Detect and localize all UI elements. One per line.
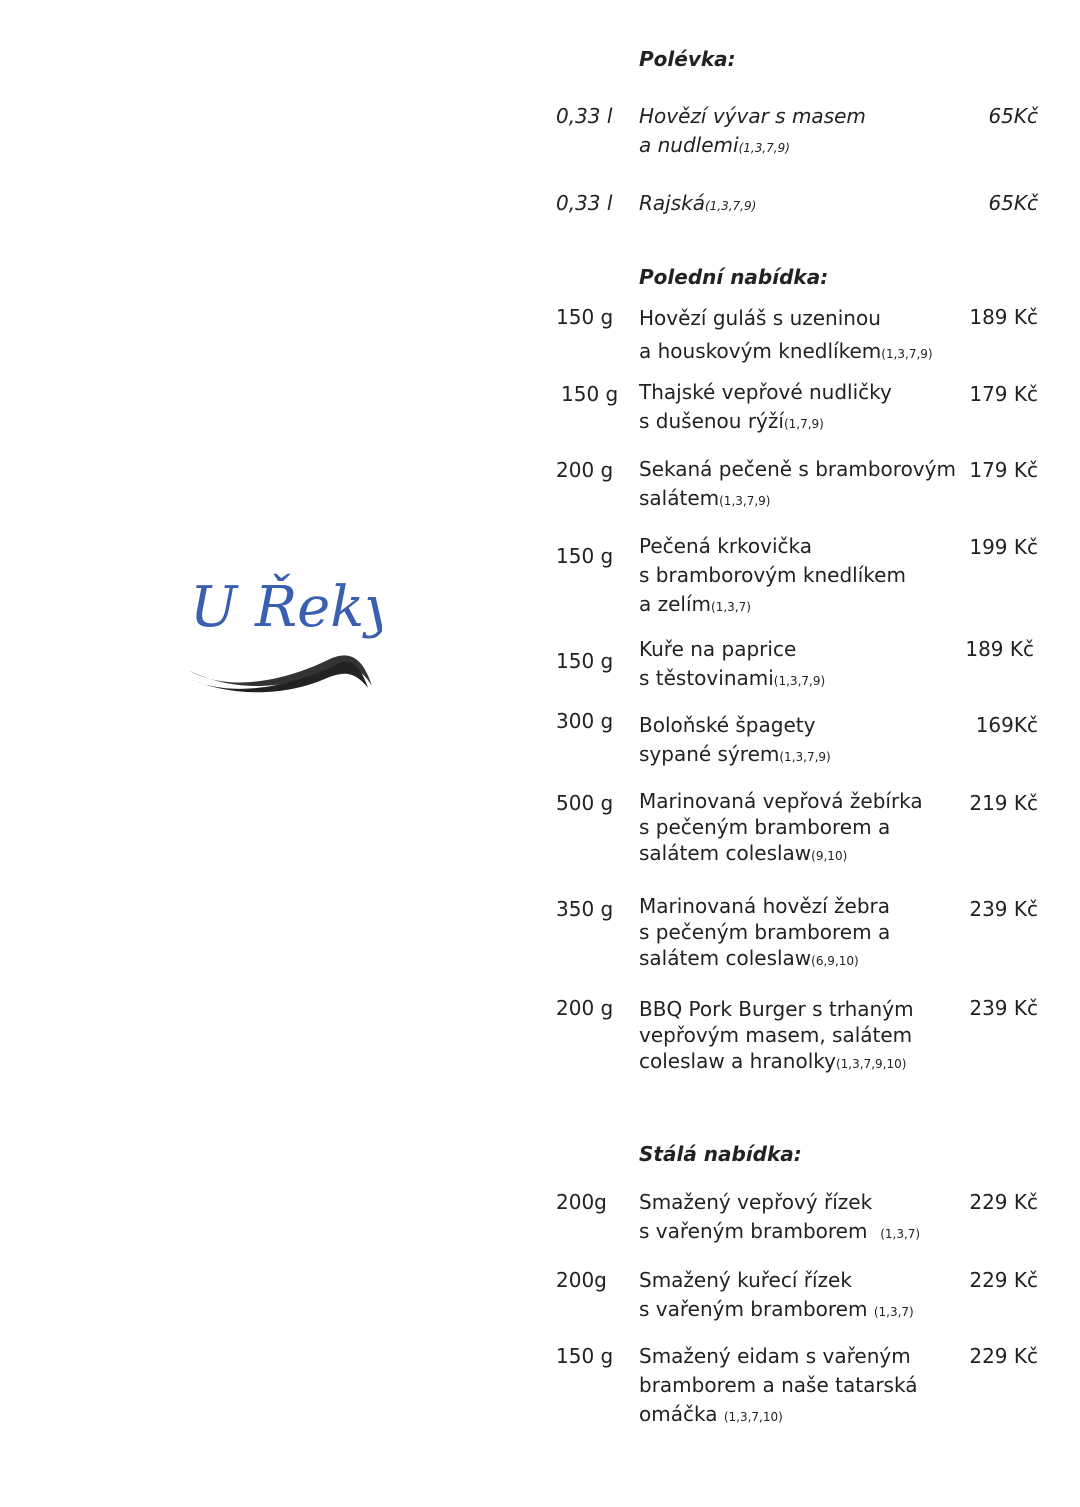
item-price: 169Kč xyxy=(975,713,1038,737)
item-allergens: (1,3,7) xyxy=(873,1305,914,1319)
item-price: 179 Kč xyxy=(969,458,1038,482)
item-allergens: (1,3,7,10) xyxy=(723,1410,783,1424)
item-name: BBQ Pork Burger s trhaným vepřovým masem, salátem coleslaw a hranolky(1,3,7,9,10) xyxy=(639,997,914,1073)
item-name: Sekaná pečeně s bramborovým salátem(1,3,7,9) xyxy=(639,457,956,510)
item-allergens: (1,3,7,9) xyxy=(704,199,757,213)
item-name xyxy=(639,189,756,221)
item-name-line: a nudlemi xyxy=(639,133,739,157)
item-price: 179 Kč xyxy=(969,382,1038,406)
item-quantity: 150 g xyxy=(556,649,614,673)
item-name: Thajské vepřové nudličky s dušenou rýží(1,7,9) xyxy=(639,380,892,433)
item-name-line: Hovězí vývar s masem xyxy=(639,104,866,128)
item-allergens: (1,7,9) xyxy=(783,417,824,431)
item-quantity: 0,33 l xyxy=(556,191,613,215)
item-name: Kuře na paprice s těstovinami(1,3,7,9) xyxy=(639,637,826,690)
section-heading-soup: Polévka: xyxy=(639,47,736,71)
item-allergens: (1,3,7) xyxy=(880,1227,921,1241)
item-quantity: 150 g xyxy=(556,1344,614,1368)
item-quantity: 200g xyxy=(556,1190,607,1214)
item-price: 229 Kč xyxy=(969,1190,1038,1214)
item-quantity: 150 g xyxy=(556,544,614,568)
item-price: 189 Kč xyxy=(969,305,1038,329)
item-quantity: 150 g xyxy=(561,382,619,406)
item-price: 189 Kč xyxy=(965,637,1034,661)
item-allergens: (9,10) xyxy=(811,849,848,863)
item-price: 65Kč xyxy=(988,191,1038,215)
item-name: Smažený eidam s vařeným bramborem a naše tatarská omáčka (1,3,7,10) xyxy=(639,1344,918,1426)
item-price: 239 Kč xyxy=(969,897,1038,921)
item-name: Smažený kuřecí řízek s vařeným bramborem (1,3,7) xyxy=(639,1268,914,1321)
item-allergens: (1,3,7,9,10) xyxy=(835,1057,907,1071)
item-quantity: 0,33 l xyxy=(556,104,613,128)
restaurant-logo xyxy=(182,560,382,700)
item-price: 65Kč xyxy=(988,104,1038,128)
item-name-line: Rajská xyxy=(639,191,705,215)
item-quantity: 300 g xyxy=(556,709,614,733)
item-price: 199 Kč xyxy=(969,535,1038,559)
item-name: Marinovaná vepřová žebírka s pečeným bramborem a salátem coleslaw(9,10) xyxy=(639,789,923,865)
item-quantity: 150 g xyxy=(556,305,614,329)
section-heading-permanent: Stálá nabídka: xyxy=(639,1142,802,1166)
item-price: 219 Kč xyxy=(969,791,1038,815)
item-quantity: 200 g xyxy=(556,996,614,1020)
item-name: Pečená krkovička s bramborovým knedlíkem a zelím(1,3,7) xyxy=(639,534,906,616)
item-quantity: 350 g xyxy=(556,897,614,921)
item-price: 229 Kč xyxy=(969,1268,1038,1292)
item-name: Boloňské špagety sypané sýrem(1,3,7,9) xyxy=(639,713,831,766)
item-allergens: (6,9,10) xyxy=(811,954,859,968)
item-price: 239 Kč xyxy=(969,996,1038,1020)
item-quantity: 500 g xyxy=(556,791,614,815)
item-quantity: 200 g xyxy=(556,458,614,482)
section-heading-lunch: Polední nabídka: xyxy=(639,265,829,289)
item-name: Smažený vepřový řízek s vařeným bramborem (1,3,7) xyxy=(639,1190,921,1243)
item-allergens: (1,3,7,9) xyxy=(773,674,826,688)
logo-text: U Řeky xyxy=(190,575,382,640)
item-name: Hovězí guláš s uzeninou a houskovým knedlíkem(1,3,7,9) xyxy=(639,306,933,363)
item-allergens: (1,3,7,9) xyxy=(881,347,933,361)
item-allergens: (1,3,7,9) xyxy=(719,494,771,508)
item-name xyxy=(639,102,866,163)
item-allergens: (1,3,7,9) xyxy=(738,141,790,155)
item-quantity: 200g xyxy=(556,1268,607,1292)
item-name: Marinovaná hovězí žebra s pečeným bramborem a salátem coleslaw(6,9,10) xyxy=(639,894,891,970)
item-allergens: (1,3,7) xyxy=(711,600,751,614)
item-allergens: (1,3,7,9) xyxy=(779,750,831,764)
item-price: 229 Kč xyxy=(969,1344,1038,1368)
